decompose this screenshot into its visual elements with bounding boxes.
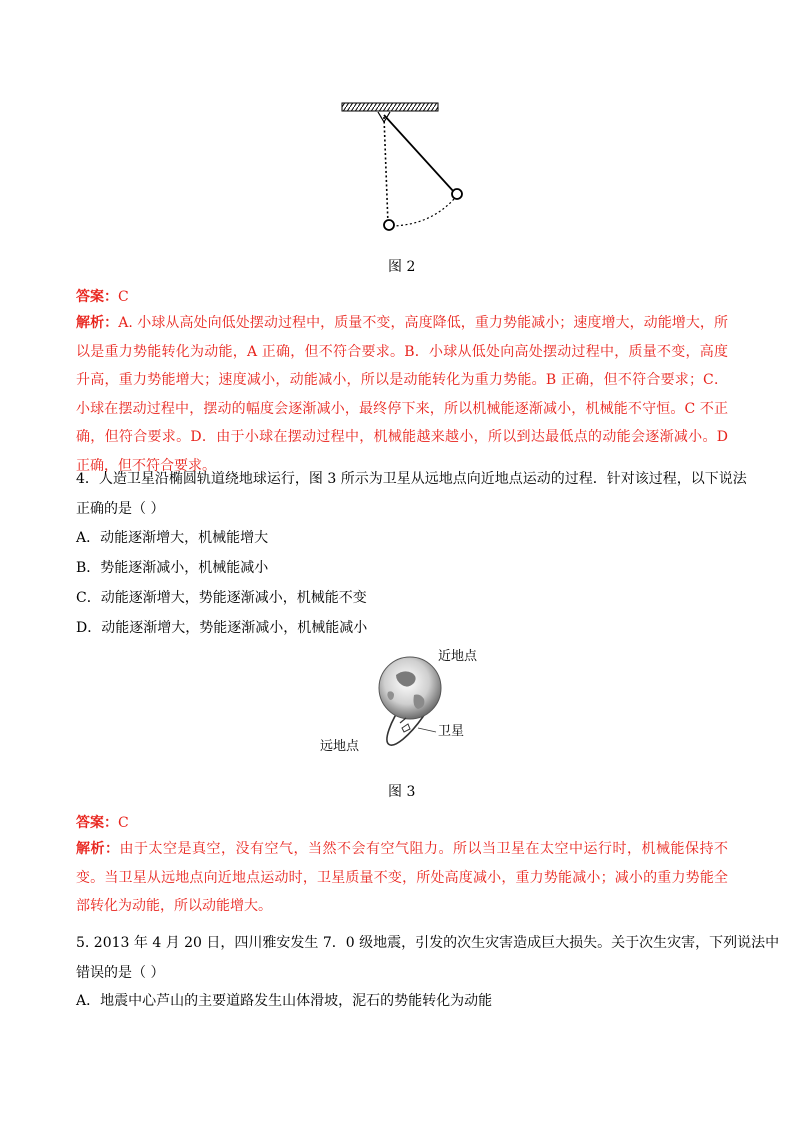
figure-2-caption: 图 2 — [388, 259, 416, 275]
swing-arc — [392, 199, 454, 226]
ball-displaced — [452, 189, 462, 199]
q3-answer-value: C — [118, 289, 129, 305]
q5-option-a: A．地震中心芦山的主要道路发生山体滑坡，泥石的势能转化为动能 — [76, 993, 493, 1009]
q4-option-a: A．动能逐渐增大，机械能增大 — [76, 530, 269, 546]
pendulum-diagram — [330, 95, 480, 240]
figure-3-satellite-orbit — [318, 640, 518, 755]
label-apogee: 远地点 — [320, 739, 360, 754]
label-perigee: 近地点 — [438, 649, 478, 664]
q3-answer-label: 答案： — [76, 289, 118, 305]
q5-stem-line1: 5. 2013 年 4 月 20 日，四川雅安发生 7．0 级地震，引发的次生灾害造成巨大损失。关于次生灾害，下列说法中 — [76, 935, 780, 951]
satellite-direction-arrow — [400, 718, 406, 723]
ball-lowest — [384, 220, 394, 230]
earth — [379, 657, 441, 719]
q4-stem-line1: 4．人造卫星沿椭圆轨道绕地球运行，图 3 所示为卫星从远地点向近地点运动的过程．针对该过程，以下说法 — [76, 471, 747, 487]
q3-answer — [76, 286, 129, 306]
q4-option-d: D．动能逐渐增大，势能逐渐减小，机械能减小 — [76, 620, 368, 636]
q3-analysis-label: 解析： — [76, 315, 119, 331]
satellite-icon — [402, 724, 410, 732]
q4-answer — [76, 812, 129, 832]
ceiling-support — [342, 103, 438, 111]
figure-2-pendulum — [330, 95, 480, 240]
q4-answer-value: C — [118, 815, 129, 831]
satellite-leader-line — [418, 728, 436, 732]
label-satellite: 卫星 — [438, 724, 465, 739]
q3-analysis — [76, 309, 728, 480]
q4-stem-line2: 正确的是（ ） — [76, 501, 165, 517]
q4-answer-label: 答案： — [76, 815, 118, 831]
q5-stem-line2: 错误的是（ ） — [76, 965, 165, 981]
q4-option-b: B．势能逐渐减小，机械能减小 — [76, 560, 269, 576]
pendulum-string — [384, 115, 454, 192]
q4-analysis — [76, 835, 728, 921]
q4-analysis-label: 解析： — [76, 841, 120, 857]
q4-analysis-text: 由于太空是真空，没有空气，当然不会有空气阻力。所以当卫星在太空中运行时，机械能保持不变。当卫星从远地点向近地点运动时，卫星质量不变，所处高度减小，重力势能减小；减小的重力势能全部转化为动能，所以动能增大。 — [76, 841, 728, 914]
q3-analysis-text: A. 小球从高处向低处摆动过程中，质量不变，高度降低，重力势能减小；速度增大，动能增大，所以是重力势能转化为动能，A 正确，但不符合要求。B．小球从低处向高处摆动过程中，质量不变，高度升高，重力势能增大；速度减小，动能减小，所以是动能转化为重力势能。B 正确，但不符合要求；C．小球在摆动过程中，摆动的幅度会逐渐减小，最终停下来，所以机械能逐渐减小，机械能不守恒。C 不正确，但符合要求。D．由于小球在摆动过程中，机械能越来越小，所以到达最低点的动能会逐渐减小。D 正确，但不符合要求。 — [76, 315, 728, 474]
figure-3-caption: 图 3 — [388, 784, 416, 800]
vertical-dotted-line — [384, 117, 388, 224]
q4-option-c: C．动能逐渐增大，势能逐渐减小，机械能不变 — [76, 590, 367, 606]
